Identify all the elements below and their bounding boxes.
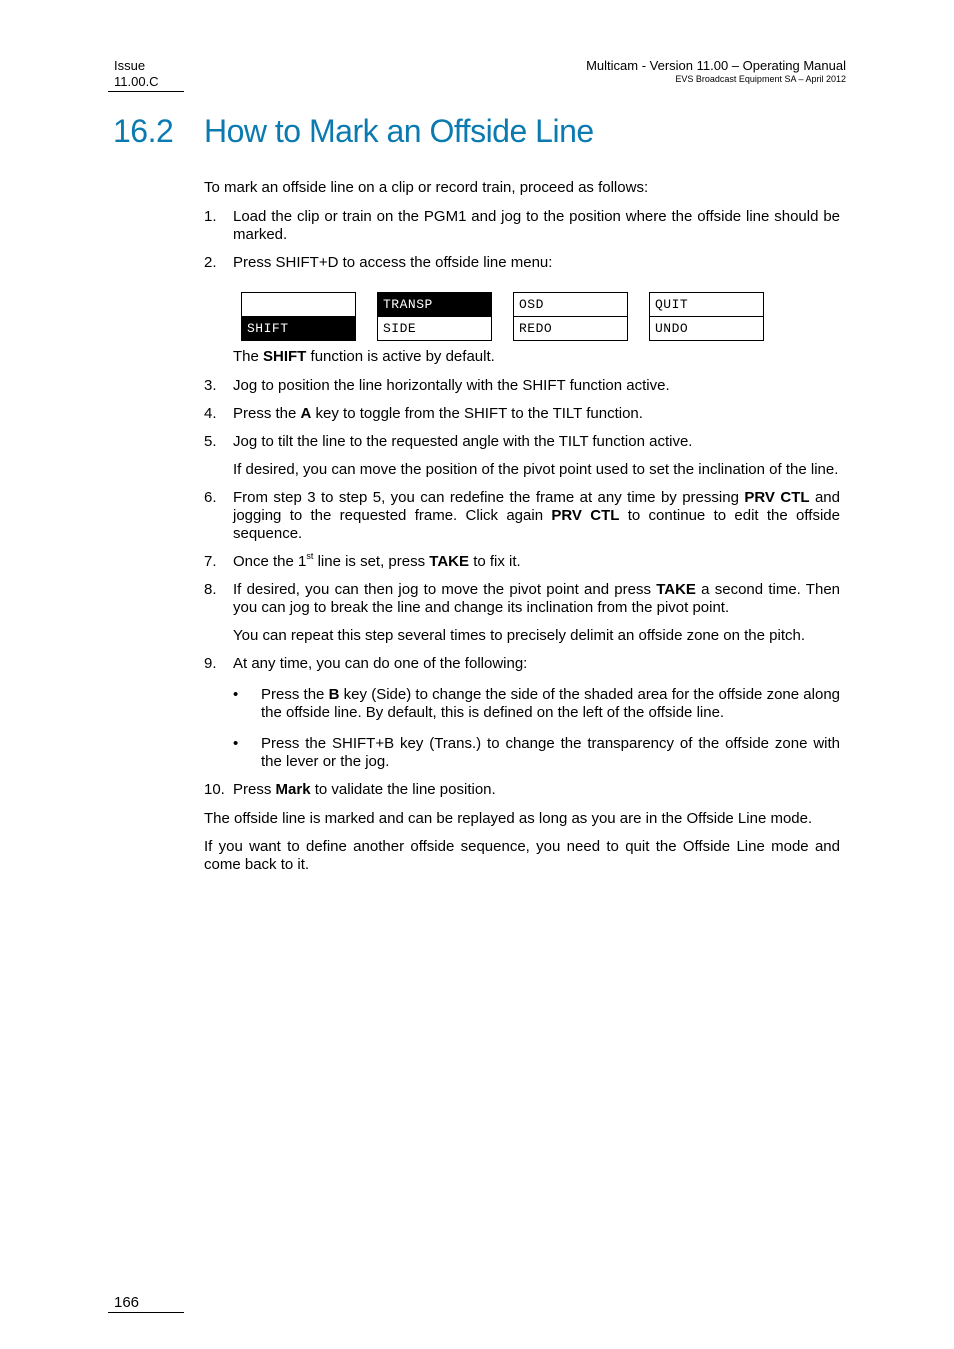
intro-paragraph: To mark an offside line on a clip or record train, proceed as follows: <box>204 179 649 196</box>
step-bold: TAKE <box>656 581 696 598</box>
step-8-note: You can repeat this step several times to precisely delimit an offside zone on the pitch. <box>233 627 805 644</box>
note-text: The <box>233 348 264 365</box>
step-5-note: If desired, you can move the position of the pivot point used to set the inclination of the line. <box>233 461 839 478</box>
step-text: to validate the line position. <box>310 781 496 798</box>
menu-cell-empty <box>242 293 355 317</box>
step-6 <box>204 489 840 543</box>
step-8 <box>204 581 840 617</box>
step-4 <box>204 405 840 423</box>
step-number: 5. <box>204 433 217 450</box>
step-number: 10. <box>204 781 225 798</box>
menu-cell-redo: REDO <box>519 321 553 336</box>
step-text: key to toggle from the SHIFT to the TILT function. <box>311 405 643 422</box>
menu-cell-side: SIDE <box>383 321 417 336</box>
closing-paragraph-1: The offside line is marked and can be replayed as long as you are in the Offside Line mode. <box>204 810 813 827</box>
step-1 <box>204 208 840 244</box>
issue-number: 11.00.C <box>108 74 184 92</box>
step-text: Jog to position the line horizontally with the SHIFT function active. <box>233 377 670 394</box>
step-text: From step 3 to step 5, you can redefine the frame at any time by pressing <box>233 489 745 506</box>
menu-cell-shift: SHIFT <box>242 317 355 340</box>
bullet-text: key (Side) to change the side of the shaded area for the offside zone along the offside line. By default, this is defined on the left of the offside line. <box>261 686 841 721</box>
step-number: 9. <box>204 655 217 672</box>
step-number: 8. <box>204 581 217 598</box>
step-10 <box>204 781 840 799</box>
menu-key-osd-redo <box>513 292 628 341</box>
step-text: line is set, press <box>313 553 430 570</box>
bullet-text: Press the <box>261 686 329 703</box>
bullet-dot: • <box>233 686 239 703</box>
step-text: and jogging to the requested frame. Click again <box>233 489 840 524</box>
header-manual <box>586 58 846 85</box>
step-text: Jog to tilt the line to the requested angle with the TILT function active. <box>233 433 693 450</box>
step-number: 3. <box>204 377 217 394</box>
step-2 <box>204 254 840 272</box>
step-number: 6. <box>204 489 217 506</box>
note-text: function is active by default. <box>306 348 495 365</box>
step-2-note <box>204 348 840 366</box>
page-number: 166 <box>108 1294 184 1313</box>
bullet-transparency <box>204 735 840 771</box>
step-bold: A <box>300 405 312 422</box>
bullet-text: Press the SHIFT+B key (Trans.) to change the transparency of the offside zone with the lever or the jog. <box>261 735 840 770</box>
step-text: If desired, you can then jog to move the pivot point and press <box>233 581 657 598</box>
issue-label: Issue <box>114 58 146 73</box>
step-text: Once the 1 <box>233 553 307 570</box>
document-body <box>204 179 840 874</box>
step-text: a second time. Then you can jog to break the line and change its inclination from the pivot point. <box>233 581 841 616</box>
step-number: 7. <box>204 553 217 570</box>
note-bold: SHIFT <box>263 348 307 365</box>
step-bold: Mark <box>275 781 311 798</box>
step-9 <box>204 655 840 673</box>
section-title <box>113 113 594 150</box>
menu-key-shift <box>241 292 356 341</box>
step-text: Load the clip or train on the PGM1 and jog to the position where the offside line should be marked. <box>233 208 840 243</box>
section-number: 16.2 <box>113 113 174 149</box>
manual-title: Multicam - Version 11.00 – Operating Manual <box>586 58 846 73</box>
step-number: 1. <box>204 208 217 225</box>
step-3 <box>204 377 840 395</box>
step-text: At any time, you can do one of the following: <box>233 655 528 672</box>
step-text: Press SHIFT+D to access the offside line menu: <box>233 254 553 271</box>
step-5 <box>204 433 840 451</box>
step-bold: PRV CTL <box>551 507 620 524</box>
offside-line-menu <box>241 292 840 341</box>
menu-cell-transp: TRANSP <box>378 293 491 317</box>
menu-key-quit-undo <box>649 292 764 341</box>
step-7 <box>204 553 840 571</box>
step-text: to fix it. <box>469 553 521 570</box>
bullet-side <box>204 686 840 722</box>
bullet-bold: B <box>328 686 340 703</box>
step-text: Press <box>233 781 276 798</box>
step-bold: TAKE <box>429 553 470 570</box>
header-issue <box>108 58 184 92</box>
bullet-dot: • <box>233 735 239 752</box>
closing-paragraph-2: If you want to define another offside sequence, you need to quit the Offside Line mode and come back to it. <box>204 838 840 873</box>
menu-cell-osd: OSD <box>514 293 627 317</box>
step-number: 2. <box>204 254 217 271</box>
step-text: to continue to edit the offside sequence. <box>233 507 840 542</box>
menu-cell-undo: UNDO <box>655 321 689 336</box>
step-number: 4. <box>204 405 217 422</box>
step-text: Press the <box>233 405 301 422</box>
step-bold: PRV CTL <box>744 489 810 506</box>
section-heading: How to Mark an Offside Line <box>204 113 594 149</box>
menu-cell-quit: QUIT <box>650 293 763 317</box>
company-date: EVS Broadcast Equipment SA – April 2012 <box>675 74 846 84</box>
menu-key-transp-side <box>377 292 492 341</box>
step-superscript: st <box>306 551 314 561</box>
